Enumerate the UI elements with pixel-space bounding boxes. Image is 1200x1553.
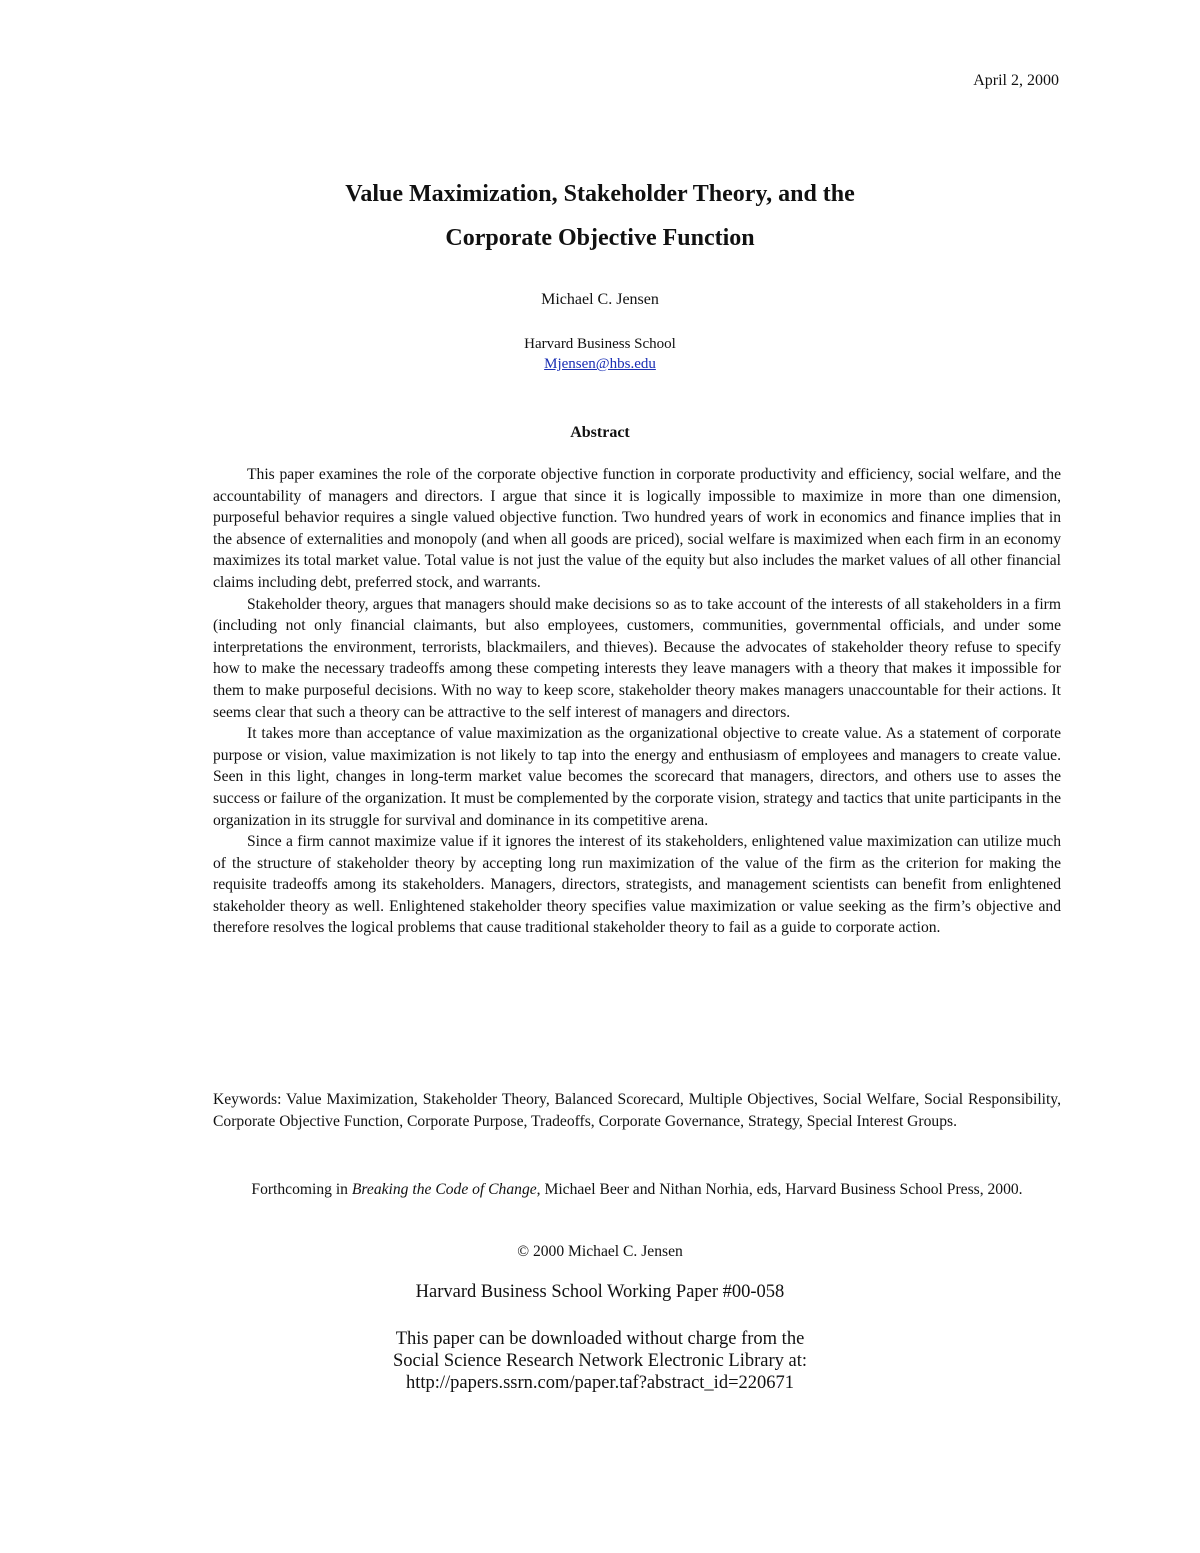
abstract-paragraph: It takes more than acceptance of value maximization as the organizational objective to create value. As a statement of corporate purpose or vision, value maximization is not likely to tap into the energy and enthusiasm of employees and managers to create value. Seen in this light, changes in long-term market value becomes the scorecard that managers, directors, and others use to asses the success or failure of the organization. It must be complemented by the corporate vision, strategy and tactics that unite participants in the organization in its struggle for survival and dominance in its competitive arena. [213, 725, 1062, 829]
date: April 2, 2000 [973, 72, 1059, 89]
author-name: Michael C. Jensen [541, 291, 659, 308]
abstract-paragraph: This paper examines the role of the corporate objective function in corporate productivity and efficiency, social welfare, and the accountability of managers and directors. I argue that since it is logically impossible to maximize in more than one dimension, purposeful behavior requires a single valued objective function. Two hundred years of work in economics and finance implies that in the absence of externalities and monopoly (and when all goods are priced), social welfare is maximized when each firm in an economy maximizes its total market value. Total value is not just the value of the equity but also includes the market values of all other financial claims including debt, preferred stock, and warrants. [213, 466, 1061, 591]
paper-title [0, 172, 1200, 260]
download-line-2: Social Science Research Network Electronic Library at: [392, 1351, 808, 1371]
title-line-2: Corporate Objective Function [445, 225, 755, 251]
forthcoming-prefix: Forthcoming in [251, 1181, 352, 1198]
copyright: © 2000 Michael C. Jensen [517, 1243, 683, 1260]
download-note [0, 1328, 1200, 1394]
institution: Harvard Business School [524, 336, 676, 352]
keywords: Keywords: Value Maximization, Stakeholder Theory, Balanced Scorecard, Multiple Objectives, Social Welfare, Social Responsibility, Corporate Objective Function, Corporate Purpose, Tradeoffs, Corporate Governance, Strategy, Special Interest Groups. [213, 1091, 1061, 1130]
download-url[interactable]: http://papers.ssrn.com/paper.taf?abstract_id=220671 [405, 1373, 795, 1393]
abstract-body [213, 464, 1061, 939]
affiliation [0, 334, 1200, 374]
title-line-1: Value Maximization, Stakeholder Theory, and the [345, 181, 855, 207]
author-email-link[interactable]: Mjensen@hbs.edu [544, 356, 656, 372]
abstract-paragraph: Since a firm cannot maximize value if it ignores the interest of its stakeholders, enlightened value maximization can utilize much of the structure of stakeholder theory by accepting long run maximization of the value of the firm as the criterion for making the requisite tradeoffs among its stakeholders. Managers, directors, strategists, and management scientists can benefit from enlightened stakeholder theory as well. Enlightened stakeholder theory specifies value maximization or value seeking as the firm’s objective and therefore resolves the logical problems that cause traditional stakeholder theory to fail as a guide to corporate action. [213, 833, 1061, 937]
abstract-heading: Abstract [570, 424, 630, 441]
abstract-paragraph: Stakeholder theory, argues that managers should make decisions so as to take account of the interests of all stakeholders in a firm (including not only financial claimants, but also employees, customers, communities, governmental officials, and under some interpretations the environment, terrorists, blackmailers, and thieves). Because the advocates of stakeholder theory refuse to specify how to make the necessary tradeoffs among these competing interests they leave managers with a theory that makes it impossible for them to make purposeful decisions. With no way to keep score, stakeholder theory makes managers unaccountable for their actions. It seems clear that such a theory can be attractive to the self interest of managers and directors. [213, 595, 1061, 721]
forthcoming-note [213, 1179, 1061, 1200]
download-line-1: This paper can be downloaded without charge from the [395, 1329, 805, 1349]
forthcoming-suffix: , Michael Beer and Nithan Norhia, eds, Harvard Business School Press, 2000. [536, 1181, 1023, 1198]
book-title: Breaking the Code of Change [351, 1181, 537, 1198]
working-paper-number: Harvard Business School Working Paper #00-058 [415, 1282, 785, 1302]
